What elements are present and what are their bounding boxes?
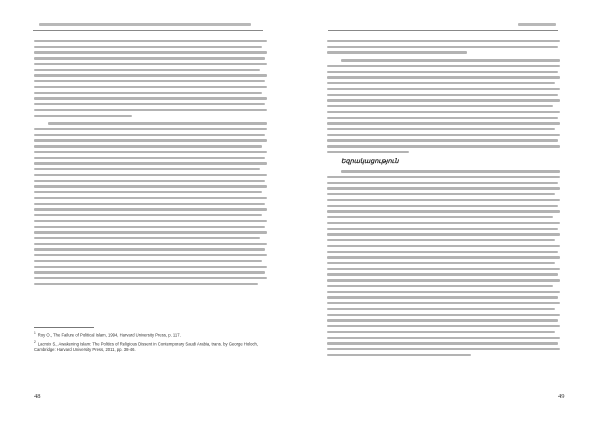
text-line [327,134,560,136]
text-line [34,266,267,268]
text-line [34,115,132,117]
footnote-rule [34,327,94,328]
text-line [34,46,262,48]
text-line [327,245,560,247]
right-body-text [327,40,560,359]
text-line [34,74,267,76]
text-line [327,319,558,321]
text-line [327,296,558,298]
text-line [34,57,265,59]
text-line [34,168,260,170]
text-line [34,157,265,159]
text-line [327,176,560,178]
text-line [34,180,265,182]
text-line [327,193,555,195]
text-line [48,122,267,124]
text-line [327,71,558,73]
footnote-text: Lacroix S., Awakening Islam: The Politics of Religious Dissent in Contemporary Saudi Arabia, trans. by George Holoch, Cambridge: Harvard University Press, 2011, pp. 38-46. [34,340,259,352]
text-line [34,51,267,53]
right-running-head [328,22,558,31]
footnote-mark: 1 [34,331,36,335]
text-line [327,239,555,241]
text-line [327,308,555,310]
text-line [327,210,560,212]
text-line [341,59,560,61]
text-line [327,302,560,304]
text-line [327,182,558,184]
text-line [34,191,262,193]
page-number-right: 49 [558,393,565,400]
text-line [327,216,553,218]
text-line [34,237,260,239]
text-line [327,151,409,153]
text-line [34,214,262,216]
running-head-text [518,23,556,26]
footnote-2 [34,340,267,353]
text-line [327,291,560,293]
text-line [34,128,267,130]
footnote-text: Roy O., The Failure of Political Islam, 1994, Harvard University Press, p. 117. [37,332,181,338]
text-line [34,243,267,245]
text-line [327,122,560,124]
text-line [34,80,265,82]
text-line [327,46,558,48]
text-line [327,262,555,264]
text-line [34,283,258,285]
text-line [327,348,560,350]
text-line [327,105,553,107]
footnote-1 [34,331,267,338]
text-line [34,254,267,256]
right-page [300,0,600,424]
text-line [34,277,267,279]
text-line [34,86,267,88]
running-head-text [39,23,251,26]
text-line [327,256,560,258]
text-line [34,145,262,147]
footnotes [34,331,267,354]
text-line [34,174,267,176]
text-line [34,226,265,228]
page-number-left: 48 [34,393,41,400]
text-line [327,40,560,42]
text-line [34,231,267,233]
text-line [341,170,560,172]
text-line [327,314,560,316]
text-line [34,197,267,199]
section-subheading: Եզրակացություն [341,158,399,166]
text-line [327,82,555,84]
text-line [327,199,560,201]
text-line [327,331,555,333]
text-line [327,273,558,275]
text-line [327,342,558,344]
text-line [34,134,265,136]
text-line [327,76,560,78]
text-line [34,97,267,99]
text-line [327,279,560,281]
text-line [34,69,260,71]
text-line [327,99,560,101]
text-line [34,248,265,250]
left-running-head [33,22,263,31]
text-line [327,285,553,287]
text-line [34,208,267,210]
text-line [34,63,267,65]
text-line [327,65,560,67]
text-line [327,128,555,130]
text-line [34,92,262,94]
text-line [34,151,267,153]
text-line [327,187,560,189]
text-line [327,51,467,53]
text-line [327,325,560,327]
text-line [327,354,471,356]
text-line [327,111,560,113]
left-body-text [34,40,267,289]
text-line [327,205,558,207]
text-line [34,109,267,111]
text-line [34,220,267,222]
text-line [327,228,558,230]
text-line [34,103,265,105]
text-line [327,233,560,235]
text-line [327,117,558,119]
text-line [34,40,267,42]
text-line [327,88,560,90]
text-line [34,203,265,205]
text-line [34,271,265,273]
text-line [327,145,560,147]
text-line [327,139,558,141]
text-line [327,337,560,339]
text-line [327,251,558,253]
text-line [34,162,267,164]
text-line [34,260,262,262]
text-line [34,185,267,187]
text-line [34,139,267,141]
footnote-mark: 2 [34,339,36,344]
text-line [327,268,560,270]
text-line [327,222,560,224]
text-line [327,94,558,96]
